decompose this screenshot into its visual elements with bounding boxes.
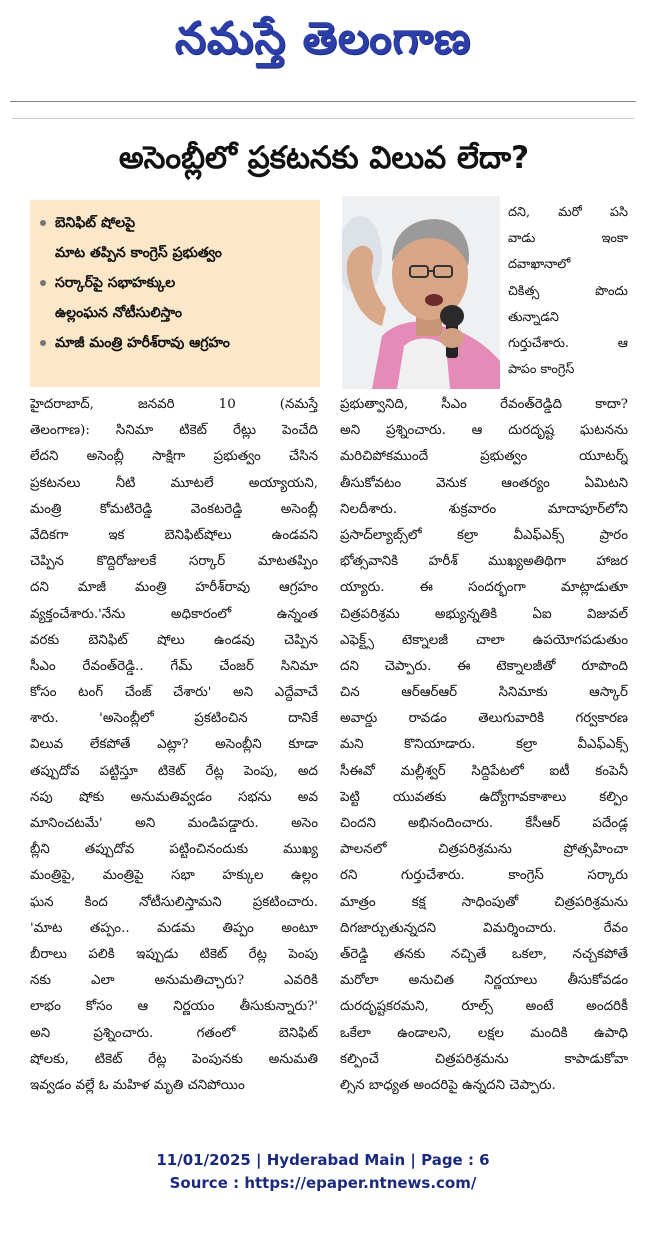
body-text-line: దని మాజీ మంత్రి హరీశ్‌రావు ఆగ్రహం: [30, 580, 318, 596]
body-text-line: దని, మరో పసి: [508, 205, 628, 220]
bullet-icon: [40, 220, 46, 226]
body-text-line: చిందని అభినందించారు. కేసీఆర్ పదేండ్ల: [340, 816, 628, 831]
body-text-line: లాభం కోసం ఆ నిర్ణయం తీసుకున్నారు?': [30, 999, 318, 1015]
body-text-line: తప్పుదోవ పట్టిస్తూ టికెట్ రేట్ల పెంపు, అద: [30, 763, 318, 779]
body-text-line: గుర్తుచేశారు. ఆ: [508, 335, 628, 351]
body-text-line: వాడు ఇంకా: [508, 231, 628, 247]
portrait-photo-icon: [342, 196, 500, 389]
footer-edition-info: 11/01/2025 | Hyderabad Main | Page : 6: [156, 1151, 490, 1169]
body-text-line: వరకు బెనిఫిట్ షోలు ఉండవు చెప్పిన: [30, 632, 318, 648]
bullet-icon: [40, 340, 46, 346]
masthead-logo: [0, 6, 646, 74]
body-text-line: తీసుకోవటం వెనుక ఆంతర్యం ఏమిటని: [340, 475, 628, 491]
subheadline-box: [30, 200, 320, 387]
body-text-line: నపు షోకు అనుమతివ్వడం సభను అవ: [30, 789, 318, 805]
body-text-line: రని గుర్తుచేశారు. కాంగ్రెస్ సర్కారు: [340, 868, 628, 884]
body-text-line: చిన ఆర్‌ఆర్‌ఆర్ సినిమాకు ఆస్కార్: [340, 685, 628, 701]
body-text-line: త్‌రెడ్డి తనకు నచ్చితే ఒకలా, నచ్చకపోతే: [340, 946, 628, 962]
body-text-line: శారు. 'అసెంబ్లీలో ప్రకటించిన దానికే: [30, 711, 318, 727]
body-text-line: లేదని అసెంబ్లీ సాక్షిగా ప్రభుత్వం చేసిన: [30, 449, 318, 465]
subheadline-text: మాజీ మంత్రి హరీశ్‌రావు ఆగ్రహం: [55, 335, 230, 351]
subheadline-item: [40, 208, 314, 238]
body-text-line: ఘన కింద నోటీసులిస్తామని ప్రకటించారు.: [30, 894, 318, 910]
subheadline-item: [40, 238, 314, 268]
body-text-line: హైదరాబాద్, జనవరి 10 (నమస్తే: [30, 397, 318, 412]
body-text-line: మరిచిపోకముందే ప్రభుత్వం యూటర్న్: [340, 449, 628, 465]
body-text-line: మరోలా అనుచిత నిర్ణయాలు తీసుకోవడం: [340, 973, 628, 989]
subheadline-item: [40, 268, 314, 298]
body-text-line: అవార్డు రావడం తెలుగువారికి గర్వకారణ: [340, 711, 628, 727]
body-text-line: పాపం కాంగ్రెస్: [508, 362, 575, 378]
speaker-photo: [342, 196, 500, 389]
body-text-line: చెప్పిన కొద్దిరోజులకే సర్కార్ మాటతప్పిం: [30, 554, 318, 570]
body-text-line: అని ప్రశ్నించారు. ఆ దురదృష్ట ఘటనను: [340, 423, 628, 439]
bullet-icon: [40, 280, 46, 286]
body-text-line: య్యారు. ఈ సందర్భంగా మాట్లాడుతూ: [340, 580, 628, 596]
body-text-line: మాత్రం కక్ష సాధింపుతో చిత్రపరిశ్రమను: [340, 894, 628, 910]
subheadline-item: [40, 328, 314, 358]
body-text-line: మంత్రిపై, మంత్రిపై సభా హక్కుల ఉల్లం: [30, 868, 318, 884]
body-text-line: దురదృష్టకరమని, రూల్స్ అంటే అందరికీ: [340, 999, 628, 1015]
body-text-line: ఒకేలా ఉండాలని, లక్షల మందికి ఉపాధి: [340, 1025, 628, 1041]
subheadline-item: [40, 298, 314, 328]
body-text-line: దని చెప్పారు. ఈ టెక్నాలజీతో రూపొంది: [340, 658, 628, 674]
footer-source-link[interactable]: Source : https://epaper.ntnews.com/: [169, 1174, 477, 1192]
body-text-line: సీఎం రేవంత్‌రెడ్డి.. గేమ్ చేంజర్ సినిమా: [30, 658, 318, 674]
body-text-line: దవాఖానాలో: [508, 257, 571, 273]
body-text-line: తున్నాడని: [508, 309, 559, 325]
body-text-line: ఇవ్వడం వల్లే ఓ మహిళ మృతి చనిపోయిం: [30, 1077, 245, 1093]
body-text-line: భోత్సవానికి హరీశ్ ముఖ్యఅతిథిగా హాజర: [340, 554, 628, 570]
body-text-line: 'మాట తప్పం.. మడమ తిప్పం అంటూ: [30, 920, 318, 936]
body-text-line: మానించటమే' అని మండిపడ్డారు. అసెం: [30, 816, 318, 831]
body-text-line: షోలకు, టికెట్ రేట్ల పెంపునకు అనుమతి: [30, 1051, 318, 1067]
body-text-line: తెలంగాణ): సినిమా టికెట్ రేట్లు పెంచేది: [30, 423, 318, 439]
body-text-line: విలువ లేకపోతే ఎట్లా? అసెంబ్లీని కూడా: [30, 737, 318, 753]
article-column-right: [340, 392, 628, 1099]
subheadline-text: బెనిఫిట్ షోలపై: [55, 215, 136, 231]
body-text-line: ప్రభుత్వానిది, సీఎం రేవంత్‌రెడ్డిది కాదా?: [340, 397, 628, 412]
body-text-line: ప్రకటనలు నీటి మూటలే అయ్యాయని,: [30, 475, 318, 491]
article-headline: అసెంబ్లీలో ప్రకటనకు విలువ లేదా?: [118, 140, 530, 176]
body-text-line: చిత్రపరిశ్రమ అభ్యున్నతికి ఏఐ విజువల్: [340, 606, 628, 622]
body-text-line: సీఈవో మల్లీశ్వర్ సిద్దిపేటలో ఐటీ కంపెనీ: [340, 763, 628, 779]
masthead-title: నమస్తే తెలంగాణ: [174, 13, 472, 64]
body-text-line: మంత్రి కోమటిరెడ్డి వెంకటరెడ్డి అసెంబ్లీ: [30, 501, 318, 517]
body-text-line: కోసం టంగ్ చేంజ్ చేశారు' అని ఎద్దేవాచే: [30, 685, 318, 701]
body-text-line: వేదికగా ఇక బెనిఫిట్‌షోలు ఉండవని: [30, 527, 318, 543]
body-text-line: దిగజార్చుతున్నదని విమర్శించారు. రేవం: [340, 920, 628, 936]
article-column-right-top: [508, 200, 628, 383]
subheadline-text: మాట తప్పిన కాంగ్రెస్ ప్రభుత్వం: [55, 245, 222, 261]
body-text-line: ఎఫెక్ట్స్ టెక్నాలజీ చాలా ఉపయోగపడుతుం: [340, 632, 628, 648]
body-text-line: చికిత్స పొందు: [508, 283, 628, 299]
body-text-line: మని కొనియాడారు. కల్రా వీఎఫ్‌ఎక్స్: [340, 737, 628, 753]
article-column-left: [30, 392, 318, 1099]
body-text-line: పెట్టి యువతకు ఉద్యోగావకాశాలు కల్పిం: [340, 789, 628, 805]
body-text-line: బ్లీని తప్పుదోవ పట్టించినందుకు ముఖ్య: [30, 842, 318, 858]
body-text-line: వ్యక్తంచేశారు.'నేను అధికారంలో ఉన్నంత: [30, 606, 318, 622]
subheadline-list: [30, 200, 320, 358]
body-text-line: ప్రసాద్‌ల్యాబ్స్‌లో కల్రా వీఎఫ్‌ఎక్స్ ప్రారం: [340, 527, 628, 543]
masthead-divider: [10, 101, 636, 102]
subheadline-text: సర్కార్‌పై సభాహక్కుల: [55, 275, 176, 291]
body-text-line: నకు ఎలా అనుమతిచ్చారు? ఎవరికి: [30, 973, 318, 989]
body-text-line: అని ప్రశ్నించారు. గతంలో బెనిఫిట్: [30, 1025, 318, 1041]
body-text-line: పాలనలో చిత్రపరిశ్రమను ప్రోత్సహించా: [340, 842, 628, 858]
body-text-line: బీరాలు పలికి ఇప్పుడు టికెట్ రేట్ల పెంపు: [30, 946, 318, 962]
body-text-line: ల్సిన బాధ్యత అందరిపై ఉన్నదని చెప్పారు.: [340, 1077, 556, 1093]
body-text-line: కల్పించే చిత్రపరిశ్రమను కాపాడుకోవా: [340, 1051, 628, 1067]
subheadline-text: ఉల్లంఘన నోటీసులిస్తాం: [55, 305, 182, 321]
body-text-line: నిలదీశారు. శుక్రవారం మాదాపూర్‌లోని: [340, 501, 628, 517]
